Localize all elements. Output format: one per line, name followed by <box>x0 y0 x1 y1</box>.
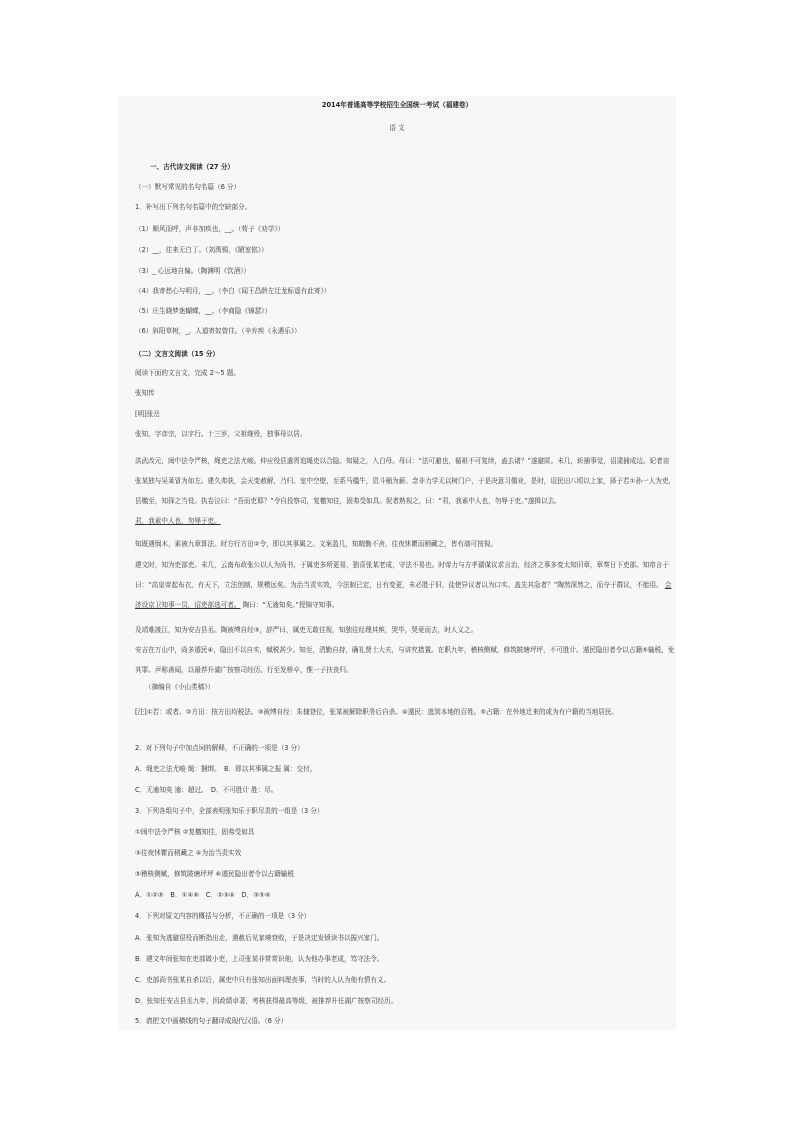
q1-item: （3）_ 心远地自偏。（陶渊明《饮酒》） <box>135 267 251 275</box>
article-title: 张知传 <box>135 389 155 397</box>
doc-subject: 语 文 <box>389 124 405 132</box>
annotation-notes: [注]①若：或者。②方田：按方田均税法。③被缚自经：朱棣登位，张某被解除职务后自杀。④遁民：逃到本地的百姓。⑤占籍：在外地迁来的或为有户籍的当地居民。 <box>135 708 619 716</box>
question-4: 4．下列对原文内容的概括与分析，不正确的一项是（3 分） <box>135 912 311 920</box>
reading-intro: 阅读下面的文言文，完成 2～5 题。 <box>135 369 240 377</box>
q1-item: （5）庄生晓梦迷蝴蝶，__。（李商隐《锦瑟》） <box>135 307 272 315</box>
paragraph-text: 陶曰：“无逾知矣。”授锦守知事。 <box>242 601 339 609</box>
question-2: 2．对下列句子中加点词的解释，不正确的一项是（3 分） <box>135 744 304 752</box>
underlined-sentence: 会济设京卫知事一员，诏吏部选可者。 <box>135 581 672 609</box>
article-author: [明]张岳 <box>135 410 160 418</box>
source-note: （摘编自《小山类稿》） <box>145 683 215 691</box>
paragraph: 及靖难渡江，知为安吉县丞。陶被缚自经③，辞严曰，属吏无敢往视，知独往经理其殡，哭毕，哭竟而去，时人义之。 <box>135 626 478 634</box>
part-heading: （二）文言文阅读（15 分） <box>135 350 220 358</box>
paragraph-text: 建文时，知为吏部吏。未几，云南布政张公以人为尚书，于属吏多所更易，独喜张某老成，守法不易也。时帝力与方孝孺谋议求言治，经济之事多变太知旧章，章奏日下吏部。知帝言于曰：“高皇帝起布衣，有天下，立法创制，规模远矣。为治当责实效，今法制已定，日有变更，未必胜于旧，徒使异议者以为口实。盖先其急者？”陶然深然之，而夺于群议，不能用。 <box>135 561 670 589</box>
question-5: 5．请把文中画横线的句子翻译成现代汉语。（6 分） <box>135 1017 288 1025</box>
q4-option: C．吏部尚书张某自杀以后，属吏中只有张知出面料理丧事，当时的人认为他有情有义。 <box>135 976 391 984</box>
q1-item: （4）我寄愁心与明月，__。（李白《闻王昌龄左迁龙标遥有此寄》） <box>135 287 331 295</box>
paragraph <box>135 555 675 615</box>
q4-option: B．建文年间张知在吏部做小吏，上司张某非常赏识他，认为他办事老成，笃守法令。 <box>135 955 384 963</box>
section-heading: 一、古代诗文阅读（27 分） <box>150 163 235 171</box>
question-3: 3．下列各组句子中，全部表明张知乐于职尽责的一组是（3 分） <box>135 807 324 815</box>
q3-line: ①闽中法令严核 ②复檄知往，固弗受如具 <box>135 828 255 836</box>
underlined-sentence: 君，我素中人也，勿辱于吏。 <box>135 517 221 525</box>
q1-item: （1）顺风而呼，声非加疾也，__。（荀子《劝学》） <box>135 225 285 233</box>
q1-item: （2）__，往来无白丁。（刘禹锡，《陋室铭》） <box>135 246 268 254</box>
q3-line: ③往夜怵瞿而稍藏之 ④为治当责实效 <box>135 849 242 857</box>
q3-line: ⑤稽核侧赋，修筑陂塘坪坪 ⑥遁民隐田者令以占籍输税 <box>135 870 294 878</box>
paragraph: 张知，字彦宗，以字行。十三岁，父祖继殁，独事母以居。 <box>135 430 307 438</box>
q3-options: A．①②⑤ B．①④⑥ C．②③④ D．③⑤⑥ <box>135 891 271 899</box>
q1-item: （6）斜阳草树，_，人道寄奴曾住。（辛弃疾《永遇乐》） <box>135 327 301 335</box>
q4-option: A．张知为逃避很役而断指出走，遇赦后见家境衰败，于是决定发愤读书以振兴家门。 <box>135 934 384 942</box>
paragraph <box>135 451 675 531</box>
q2-options: A．绳吏之法尤峻 绳：捆绑。 B．即以其事属之报 属：交付。 <box>135 765 317 773</box>
paragraph-text: 洪武改元，闽中法令严核，绳吏之法尤峻。仲应役县遣胥追绳吏以合隐。知疑之，入白母。母曰：“法可避也，循祖不可复续，盍去诸？”遂避匿。未几，斩捕事觉，诏逮捕成边。妃者亩张某独与吴莱冒为如左。建久弗获，会天变赦解，乃归。室中空壁，至系马槛牛，资斗桶为薪。念非力学无以树门户，于是决意习儒业，是时，诏民田八顷以上家，择子若①孙一人为吏，县檄至，知择之当役。执卷泣曰：“吾而吏耶？”令自投察司，复檄知往，固弗受如具。促者熟视之，曰：“君，我素中人也，勿辱于吏。”遂揖以去。 <box>135 457 676 505</box>
paragraph: 安吉在万山中，尚多遁民④，隐田不以自实，赋税甚少。知至，清勤自持，确礼贤士大夫，与讲究措置。在职九年，稽核侧赋，修筑陂塘坪坪，不可胜计。遁民隐田者令以占籍⑤输税，免其罪。声称善闻，以最荐升湖广按察司经历。行至发桥卒，惟一子扶丧归。 <box>135 646 675 674</box>
part-heading: （一）默写常见的名句名篇（6 分） <box>135 183 241 191</box>
question-1: 1．补写出下列名句名篇中的空缺部分。 <box>135 203 252 211</box>
q2-options: C．无逾知矣 逾：超过。 D．不可胜计 胜：尽。 <box>135 786 278 794</box>
doc-title: 2014年普通高等学校招生全国统一考试（福建卷） <box>321 101 473 109</box>
q4-option: D．张知任安吉县丞九年，因政绩卓著，考核获得最高等级，被推荐升任湖广按察司经历。 <box>135 997 398 1005</box>
paragraph: 知既遇悯木，素被九章算法。时方行方田②令，即以其事属之。文案盈几，知精勤不舍，往夜怵瞿而稍藏之，皆有端可按视。 <box>135 540 497 548</box>
